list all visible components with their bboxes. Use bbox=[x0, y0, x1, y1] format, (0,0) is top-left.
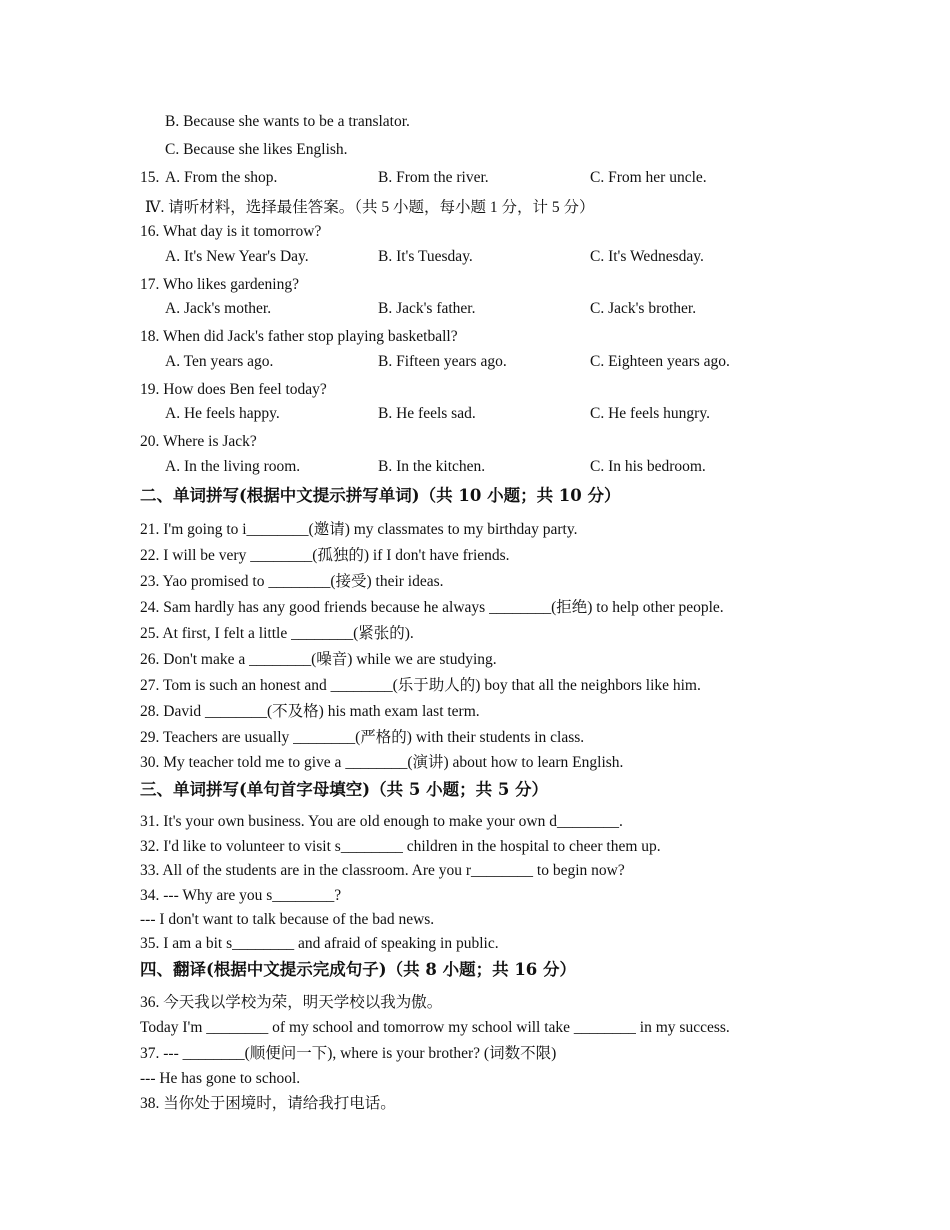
q37-question: 37. --- ________(顺便问一下), where is your brother? (词数不限) bbox=[140, 1045, 557, 1062]
part-4-heading: 四、翻译(根据中文提示完成句子)（共 8 小题；共 16 分） bbox=[140, 960, 577, 979]
q17-question: 17. Who likes gardening? bbox=[140, 276, 299, 293]
q25: 25. At first, I felt a little ________(紧张的). bbox=[140, 625, 414, 642]
q15-number: 15. bbox=[140, 169, 160, 186]
q30: 30. My teacher told me to give a ________(演讲) about how to learn English. bbox=[140, 754, 624, 771]
q20-option-a: A. In the living room. bbox=[165, 458, 301, 475]
q22: 22. I will be very ________(孤独的) if I don't have friends. bbox=[140, 547, 510, 564]
q17-option-b: B. Jack's father. bbox=[378, 300, 476, 317]
q19-option-c: C. He feels hungry. bbox=[590, 405, 710, 422]
q33: 33. All of the students are in the classroom. Are you r________ to begin now? bbox=[140, 862, 625, 879]
q16-question: 16. What day is it tomorrow? bbox=[140, 223, 322, 240]
q27: 27. Tom is such an honest and ________(乐于助人的) boy that all the neighbors like him. bbox=[140, 677, 701, 694]
option-14c: C. Because she likes English. bbox=[165, 141, 348, 158]
q24: 24. Sam hardly has any good friends because he always ________(拒绝) to help other people. bbox=[140, 599, 724, 616]
q35: 35. I am a bit s________ and afraid of speaking in public. bbox=[140, 935, 499, 952]
section-4-listening-heading: Ⅳ. 请听材料，选择最佳答案。（共 5 小题，每小题 1 分，计 5 分） bbox=[145, 199, 595, 216]
q18-option-b: B. Fifteen years ago. bbox=[378, 353, 507, 370]
q18-option-a: A. Ten years ago. bbox=[165, 353, 274, 370]
q18-option-c: C. Eighteen years ago. bbox=[590, 353, 730, 370]
q34-reply: --- I don't want to talk because of the bad news. bbox=[140, 911, 435, 928]
q17-option-a: A. Jack's mother. bbox=[165, 300, 272, 317]
q15-option-a: A. From the shop. bbox=[165, 169, 278, 186]
q36-english: Today I'm ________ of my school and tomorrow my school will take ________ in my success. bbox=[140, 1019, 730, 1036]
q16-option-b: B. It's Tuesday. bbox=[378, 248, 473, 265]
option-14b: B. Because she wants to be a translator. bbox=[165, 113, 410, 130]
q20-option-b: B. In the kitchen. bbox=[378, 458, 486, 475]
q15-option-b: B. From the river. bbox=[378, 169, 489, 186]
q29: 29. Teachers are usually ________(严格的) with their students in class. bbox=[140, 729, 585, 746]
q18-question: 18. When did Jack's father stop playing basketball? bbox=[140, 328, 458, 345]
q38-chinese: 38. 当你处于困境时，请给我打电话。 bbox=[140, 1095, 396, 1112]
part-3-heading: 三、单词拼写(单句首字母填空)（共 5 小题；共 5 分） bbox=[140, 780, 549, 799]
q20-option-c: C. In his bedroom. bbox=[590, 458, 706, 475]
q31: 31. It's your own business. You are old enough to make your own d________. bbox=[140, 813, 623, 830]
part-2-heading: 二、单词拼写(根据中文提示拼写单词)（共 10 小题；共 10 分） bbox=[140, 486, 621, 505]
q16-option-c: C. It's Wednesday. bbox=[590, 248, 704, 265]
q28: 28. David ________(不及格) his math exam last term. bbox=[140, 703, 480, 720]
q19-question: 19. How does Ben feel today? bbox=[140, 381, 327, 398]
q26: 26. Don't make a ________(噪音) while we are studying. bbox=[140, 651, 497, 668]
q32: 32. I'd like to volunteer to visit s________ children in the hospital to cheer them up. bbox=[140, 838, 661, 855]
q21: 21. I'm going to i________(邀请) my classmates to my birthday party. bbox=[140, 521, 578, 538]
q36-chinese: 36. 今天我以学校为荣，明天学校以我为傲。 bbox=[140, 994, 443, 1011]
q15-option-c: C. From her uncle. bbox=[590, 169, 707, 186]
q37-reply: --- He has gone to school. bbox=[140, 1070, 301, 1087]
q16-option-a: A. It's New Year's Day. bbox=[165, 248, 309, 265]
q17-option-c: C. Jack's brother. bbox=[590, 300, 697, 317]
q19-option-b: B. He feels sad. bbox=[378, 405, 476, 422]
q23: 23. Yao promised to ________(接受) their ideas. bbox=[140, 573, 444, 590]
q34-question: 34. --- Why are you s________? bbox=[140, 887, 342, 904]
q19-option-a: A. He feels happy. bbox=[165, 405, 280, 422]
q20-question: 20. Where is Jack? bbox=[140, 433, 257, 450]
